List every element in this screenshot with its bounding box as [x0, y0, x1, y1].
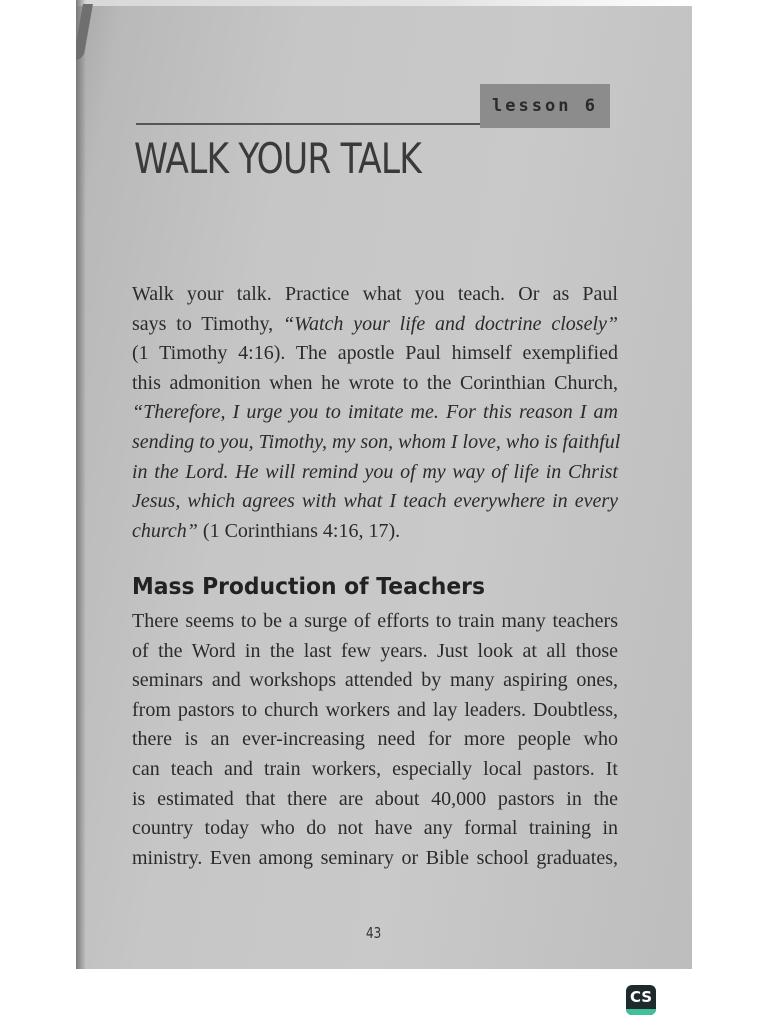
- intro-line: [132, 369, 618, 399]
- body-text: says to Timothy,: [132, 312, 283, 335]
- italic-quote-text: “Therefore, I urge you to imitate me. For this reason I am: [132, 401, 618, 424]
- section-line: there is an ever-increasing need for more people who: [132, 728, 618, 751]
- section-line: There seems to be a surge of efforts to train many teachers: [132, 610, 618, 632]
- body-text: Walk your talk. Practice what you teach. Or as Paul: [132, 283, 618, 305]
- intro-line: [132, 517, 618, 547]
- section-line: of the Word in the last few years. Just look at all those: [132, 639, 618, 662]
- section-line: seminars and workshops attended by many aspiring ones,: [132, 669, 618, 692]
- body-text: this admonition when he wrote to the Corinthian Church,: [132, 371, 618, 394]
- italic-quote-text: Jesus, which agrees with what I teach everywhere in every: [132, 490, 618, 513]
- intro-line: [132, 280, 618, 310]
- body-text: (1 Timothy 4:16). The apostle Paul himself exemplified: [132, 342, 618, 365]
- camscanner-logo-bar: [626, 1009, 656, 1015]
- italic-quote-text: church”: [132, 519, 198, 542]
- camscanner-logo-text: CS: [629, 988, 653, 1006]
- intro-paragraph: [132, 280, 621, 546]
- italic-quote-text: “Watch your life and doctrine closely”: [283, 312, 618, 335]
- intro-line: [132, 310, 618, 340]
- intro-line: [132, 458, 618, 488]
- body-text: (1 Corinthians 4:16, 17).: [197, 519, 401, 542]
- lesson-badge: lesson 6: [480, 84, 610, 128]
- italic-quote-text: in the Lord. He will remind you of my way of life in Christ: [132, 460, 618, 483]
- section-line: from pastors to church workers and lay leaders. Doubtless,: [132, 698, 618, 721]
- intro-line: [132, 398, 618, 428]
- section-heading: Mass Production of Teachers: [132, 574, 485, 600]
- section-line: can teach and train workers, especially local pastors. It: [132, 757, 618, 780]
- section-line: ministry. Even among seminary or Bible school graduates,: [132, 846, 618, 869]
- intro-line: [132, 339, 618, 369]
- page-number: 43: [366, 924, 382, 942]
- section-paragraph: [132, 607, 618, 873]
- intro-line: [132, 487, 618, 517]
- chapter-title: WALK YOUR TALK: [134, 134, 422, 183]
- intro-line: [132, 428, 621, 458]
- section-line: country today who do not have any formal training in: [132, 817, 618, 840]
- section-line: is estimated that there are about 40,000 pastors in the: [132, 787, 618, 810]
- page-top-edge: [76, 0, 692, 6]
- italic-quote-text: sending to you, Timothy, my son, whom I love, who is faithful: [132, 430, 621, 453]
- page-gutter-shadow: [76, 0, 86, 969]
- camscanner-logo-icon: [626, 985, 656, 1015]
- book-page: [76, 0, 692, 969]
